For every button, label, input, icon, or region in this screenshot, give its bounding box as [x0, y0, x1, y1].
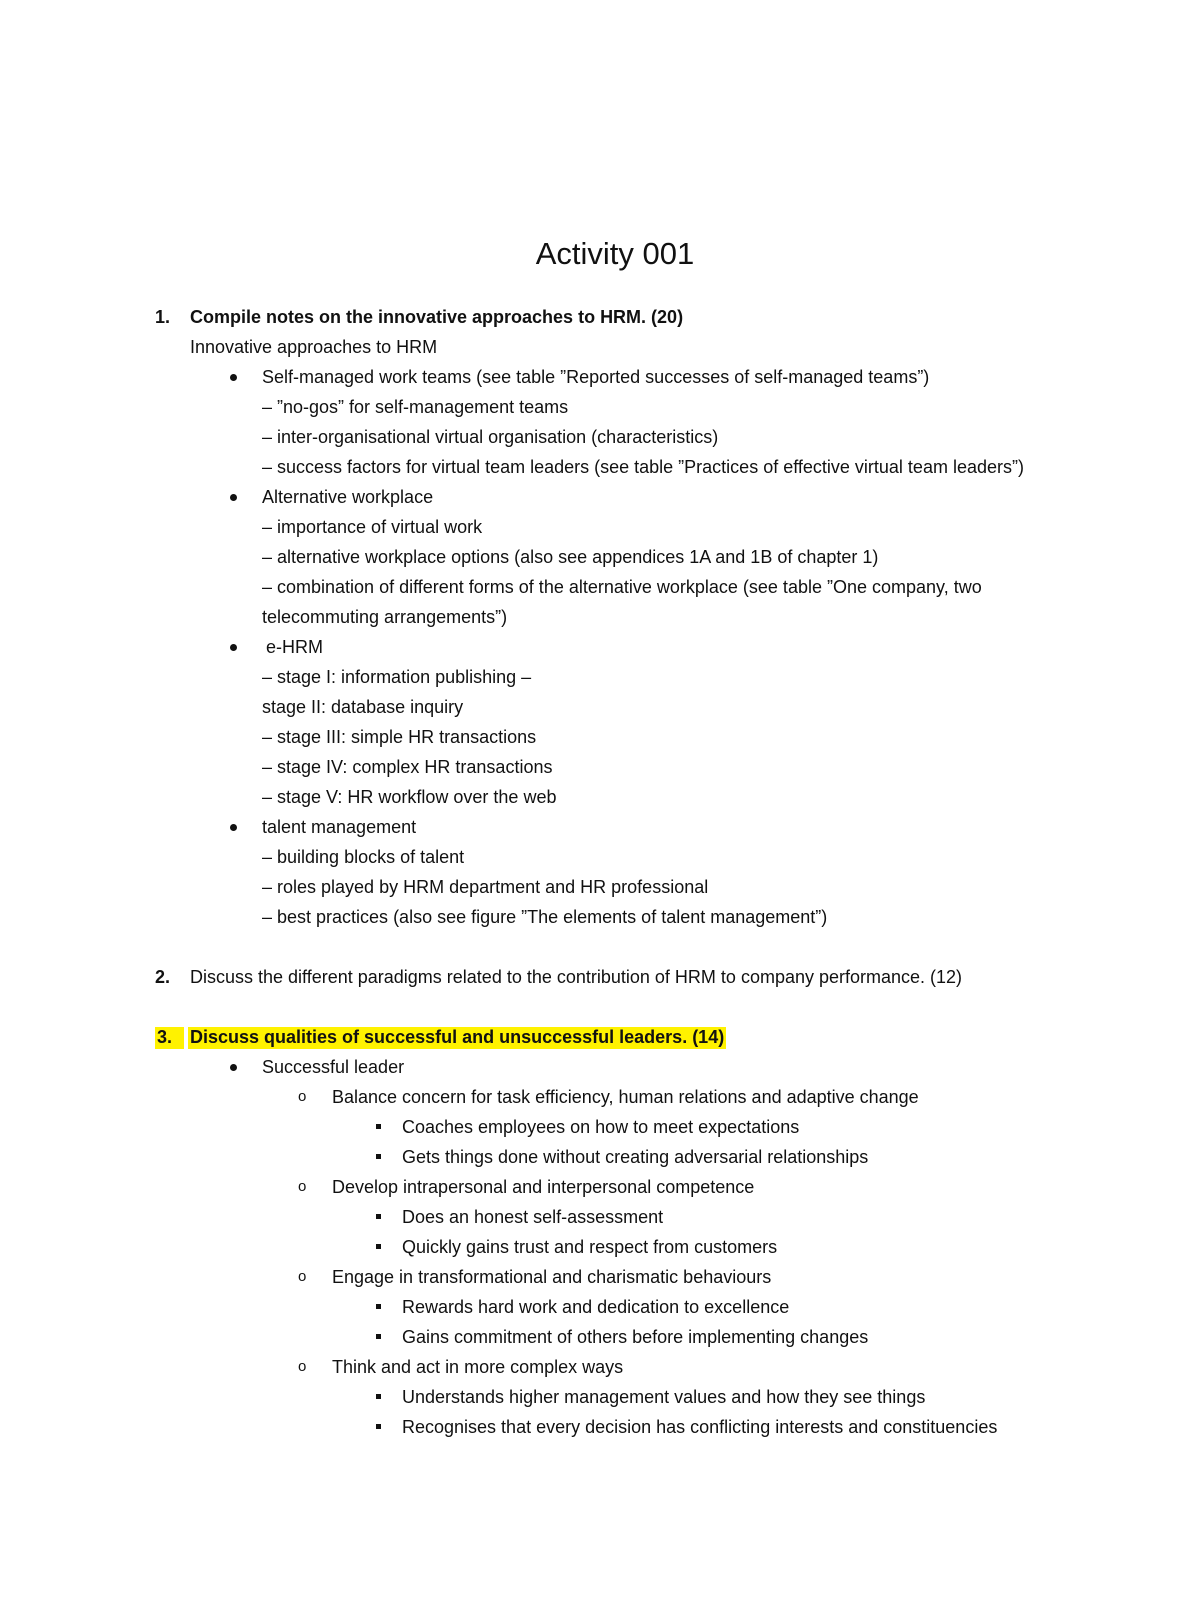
bullet-icon: [230, 644, 237, 651]
quality-label: Develop intrapersonal and interpersonal competence: [332, 1177, 755, 1197]
quality-item: Rewards hard work and dedication to excellence: [402, 1297, 790, 1317]
page-title: Activity 001: [535, 236, 695, 271]
quality-item: Quickly gains trust and respect from customers: [402, 1237, 778, 1257]
topic-line: – inter-organisational virtual organisation (characteristics): [262, 427, 719, 447]
topic-label: Alternative workplace: [262, 487, 434, 507]
square-bullet-icon: [376, 1124, 381, 1129]
square-bullet-icon: [376, 1214, 381, 1219]
q1-intro: Innovative approaches to HRM: [190, 337, 438, 357]
square-bullet-icon: [376, 1424, 381, 1429]
topic-line: telecommuting arrangements”): [262, 607, 508, 627]
topic-line: – alternative workplace options (also see appendices 1A and 1B of chapter 1): [262, 547, 879, 567]
quality-label: Think and act in more complex ways: [332, 1357, 624, 1377]
quality-label: Engage in transformational and charismatic behaviours: [332, 1267, 772, 1287]
square-bullet-icon: [376, 1244, 381, 1249]
topic-line: – roles played by HRM department and HR professional: [262, 877, 709, 897]
q2-heading: Discuss the different paradigms related to the contribution of HRM to company performance. (12): [190, 967, 963, 987]
topic-line: – stage I: information publishing –: [262, 667, 532, 687]
topic-line: – importance of virtual work: [262, 517, 483, 537]
topic-line: – stage III: simple HR transactions: [262, 727, 537, 747]
square-bullet-icon: [376, 1304, 381, 1309]
topic-line: – ”no-gos” for self-management teams: [262, 397, 569, 417]
topic-label: talent management: [262, 817, 417, 837]
topic-line: – success factors for virtual team leaders (see table ”Practices of effective virtual team leaders”): [262, 457, 1024, 477]
quality-item: Recognises that every decision has conflicting interests and constituencies: [402, 1417, 998, 1437]
q3-heading: Discuss qualities of successful and unsuccessful leaders. (14): [190, 1027, 725, 1047]
q1-heading: Compile notes on the innovative approaches to HRM. (20): [190, 307, 684, 327]
q3-number: 3.: [155, 1027, 184, 1049]
bullet-icon: [230, 374, 237, 381]
square-bullet-icon: [376, 1394, 381, 1399]
topic-line: – best practices (also see figure ”The elements of talent management”): [262, 907, 828, 927]
topic-line: stage II: database inquiry: [262, 697, 464, 717]
topic-line: – stage V: HR workflow over the web: [262, 787, 557, 807]
square-bullet-icon: [376, 1334, 381, 1339]
circle-bullet-icon: o: [298, 1178, 307, 1195]
circle-bullet-icon: o: [298, 1358, 307, 1375]
circle-bullet-icon: o: [298, 1088, 307, 1105]
quality-label: Balance concern for task efficiency, human relations and adaptive change: [332, 1087, 919, 1107]
topic-line: – stage IV: complex HR transactions: [262, 757, 553, 777]
topic-line: – combination of different forms of the alternative workplace (see table ”One company, two: [262, 577, 982, 597]
quality-item: Does an honest self-assessment: [402, 1207, 664, 1227]
topic-label: Self-managed work teams (see table ”Reported successes of self-managed teams”): [262, 367, 930, 387]
bullet-icon: [230, 824, 237, 831]
topic-line: – building blocks of talent: [262, 847, 465, 867]
bullet-icon: [230, 494, 237, 501]
circle-bullet-icon: o: [298, 1268, 307, 1285]
topic-label: e-HRM: [266, 637, 323, 657]
quality-item: Coaches employees on how to meet expectations: [402, 1117, 800, 1137]
q1-number: 1.: [155, 307, 171, 327]
leader-label: Successful leader: [262, 1057, 405, 1077]
quality-item: Gets things done without creating adversarial relationships: [402, 1147, 869, 1167]
q2-number: 2.: [155, 967, 171, 987]
quality-item: Understands higher management values and how they see things: [402, 1387, 926, 1407]
bullet-icon: [230, 1064, 237, 1071]
square-bullet-icon: [376, 1154, 381, 1159]
quality-item: Gains commitment of others before implementing changes: [402, 1327, 869, 1347]
